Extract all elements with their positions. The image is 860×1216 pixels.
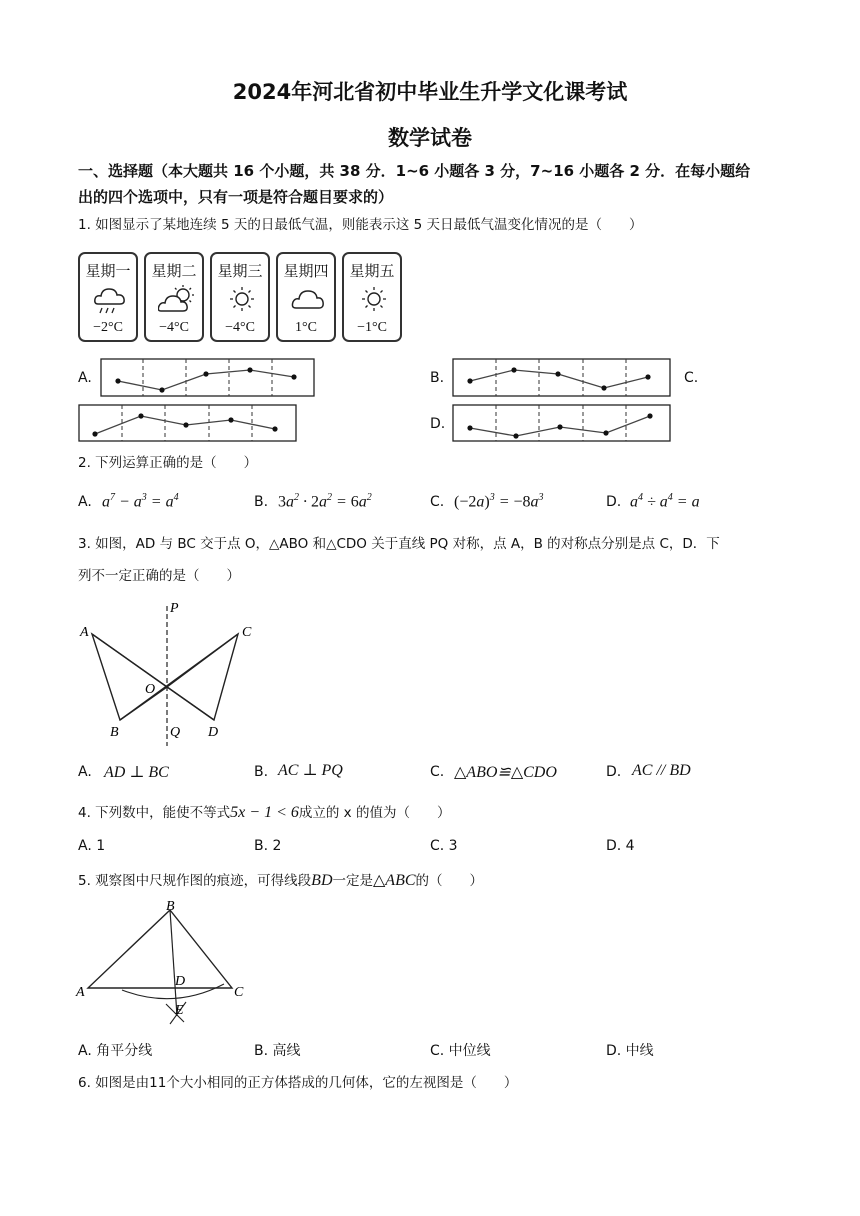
q3-option-d-formula: AC // BD bbox=[632, 762, 691, 779]
q3-option-b-formula: AC ⊥ PQ bbox=[278, 762, 343, 779]
weather-day: 星期五 bbox=[349, 262, 395, 280]
question-5-options bbox=[78, 1040, 798, 1062]
weather-day: 星期四 bbox=[283, 262, 329, 280]
q5-option-b: B. 高线 bbox=[254, 1043, 301, 1059]
q2-option-d-formula: $a^4 \div a^4 = a$ bbox=[630, 492, 700, 511]
q3-figure bbox=[76, 598, 266, 768]
q3-option-a-formula: AD ⊥ BC bbox=[104, 764, 169, 781]
question-5-segment: BD bbox=[311, 872, 333, 889]
q1-option-c-graph bbox=[78, 404, 298, 444]
q4-option-b: B. 2 bbox=[254, 838, 282, 854]
point-o-label: O bbox=[145, 682, 156, 697]
question-5-post: 的（ ） bbox=[415, 873, 484, 889]
q1-option-d-graph bbox=[452, 404, 672, 444]
q5-figure bbox=[74, 898, 254, 1028]
weather-temp: −4°C bbox=[225, 320, 255, 335]
sun-cloud-icon bbox=[158, 284, 198, 316]
q1-option-a-graph bbox=[100, 358, 316, 398]
weather-card-2 bbox=[144, 252, 204, 342]
q2-option-b-formula: $3a^2 \cdot 2a^2 = 6a^2$ bbox=[278, 492, 372, 511]
q5-option-a: A. 角平分线 bbox=[78, 1043, 153, 1059]
weather-temp: 1°C bbox=[295, 320, 317, 335]
point-d-label: D bbox=[175, 974, 186, 989]
weather-card-4 bbox=[276, 252, 336, 342]
point-b-label: B bbox=[166, 899, 175, 914]
question-4-inequality: 5x − 1 < 6 bbox=[230, 804, 299, 821]
q2-option-a-label: A. bbox=[78, 494, 92, 510]
question-2-text: 2. 下列运算正确的是（ ） bbox=[78, 455, 258, 471]
point-c-label: C bbox=[234, 985, 244, 1000]
question-3-text bbox=[78, 528, 798, 592]
q2-option-c-label: C. bbox=[430, 494, 445, 510]
q5-option-c: C. 中位线 bbox=[430, 1043, 491, 1059]
question-3-line1: 3. 如图，AD 与 BC 交于点 O，△ABO 和△CDO 关于直线 PQ 对称，点 A，B 的对称点分别是点 C，D．下 bbox=[78, 536, 720, 552]
section-heading-line2: 出的四个选项中，只有一项是符合题目要求的） bbox=[78, 188, 394, 206]
weather-card-1 bbox=[78, 252, 138, 342]
question-3-line2: 列不一定正确的是（ ） bbox=[78, 568, 240, 584]
section-heading bbox=[78, 158, 798, 210]
weather-temp: −1°C bbox=[357, 320, 387, 335]
question-4-post: 成立的 x 的值为（ ） bbox=[298, 805, 451, 821]
exam-subtitle: 数学试卷 bbox=[388, 126, 472, 150]
point-q-label: Q bbox=[170, 725, 181, 740]
point-d-label: D bbox=[208, 725, 219, 740]
question-5-pre: 5. 观察图中尺规作图的痕迹，可得线段 bbox=[78, 873, 312, 889]
question-1-text: 1. 如图显示了某地连续 5 天的日最低气温，则能表示这 5 天日最低气温变化情况的是（ ） bbox=[78, 217, 643, 233]
exam-title: 2024年河北省初中毕业生升学文化课考试 bbox=[232, 80, 628, 104]
q1-option-b-label: B. bbox=[430, 370, 445, 386]
point-p-label: P bbox=[170, 601, 179, 616]
point-e-label: E bbox=[175, 1003, 184, 1018]
weather-day: 星期三 bbox=[217, 262, 263, 280]
point-b-label: B bbox=[110, 725, 119, 740]
weather-temp: −2°C bbox=[93, 320, 123, 335]
point-a-label: A bbox=[80, 625, 89, 640]
q1-option-a-label: A. bbox=[78, 370, 92, 386]
q2-option-c-formula: $(-2a)^3 = -8a^3$ bbox=[454, 492, 544, 511]
point-a-label: A bbox=[76, 985, 85, 1000]
question-2-options bbox=[78, 490, 798, 520]
q1-option-d-label: D. bbox=[430, 416, 446, 432]
q5-option-d: D. 中线 bbox=[606, 1043, 654, 1059]
question-5-triangle: △ABC bbox=[373, 872, 416, 889]
cloud-icon bbox=[290, 284, 326, 316]
q2-option-a-formula: $a^7 - a^3 = a^4$ bbox=[102, 492, 179, 511]
point-c-label: C bbox=[242, 625, 252, 640]
weather-card-5 bbox=[342, 252, 402, 342]
question-4-pre: 4. 下列数中，能使不等式 bbox=[78, 805, 231, 821]
sun-icon bbox=[224, 284, 260, 316]
q3-option-a-label: A. bbox=[78, 764, 92, 780]
question-4-options bbox=[78, 838, 798, 860]
q4-option-c: C. 3 bbox=[430, 838, 458, 854]
weather-day: 星期一 bbox=[85, 262, 131, 280]
question-5-mid: 一定是 bbox=[332, 873, 373, 889]
weather-temp: −4°C bbox=[159, 320, 189, 335]
q3-option-c-formula: △ABO≌△CDO bbox=[454, 764, 557, 781]
question-3-options bbox=[78, 762, 798, 788]
q3-option-d-label: D. bbox=[606, 764, 622, 780]
q1-option-c-label: C. bbox=[684, 370, 699, 386]
question-6-text: 6. 如图是由11个大小相同的正方体搭成的几何体，它的左视图是（ ） bbox=[78, 1075, 518, 1091]
q1-option-b-graph bbox=[452, 358, 672, 398]
q2-option-d-label: D. bbox=[606, 494, 622, 510]
sun-icon bbox=[356, 284, 392, 316]
question-5-text bbox=[78, 866, 798, 896]
q3-option-b-label: B. bbox=[254, 764, 269, 780]
section-heading-line1: 一、选择题（本大题共 16 个小题，共 38 分．1~6 小题各 3 分，7~16 小题各 2 分．在每小题给 bbox=[78, 162, 751, 180]
weather-card-3 bbox=[210, 252, 270, 342]
q4-option-d: D. 4 bbox=[606, 838, 635, 854]
q4-option-a: A. 1 bbox=[78, 838, 106, 854]
q3-option-c-label: C. bbox=[430, 764, 445, 780]
question-4-text bbox=[78, 798, 798, 828]
weather-day: 星期二 bbox=[151, 262, 197, 280]
q2-option-b-label: B. bbox=[254, 494, 269, 510]
rain-cloud-icon bbox=[92, 284, 128, 316]
